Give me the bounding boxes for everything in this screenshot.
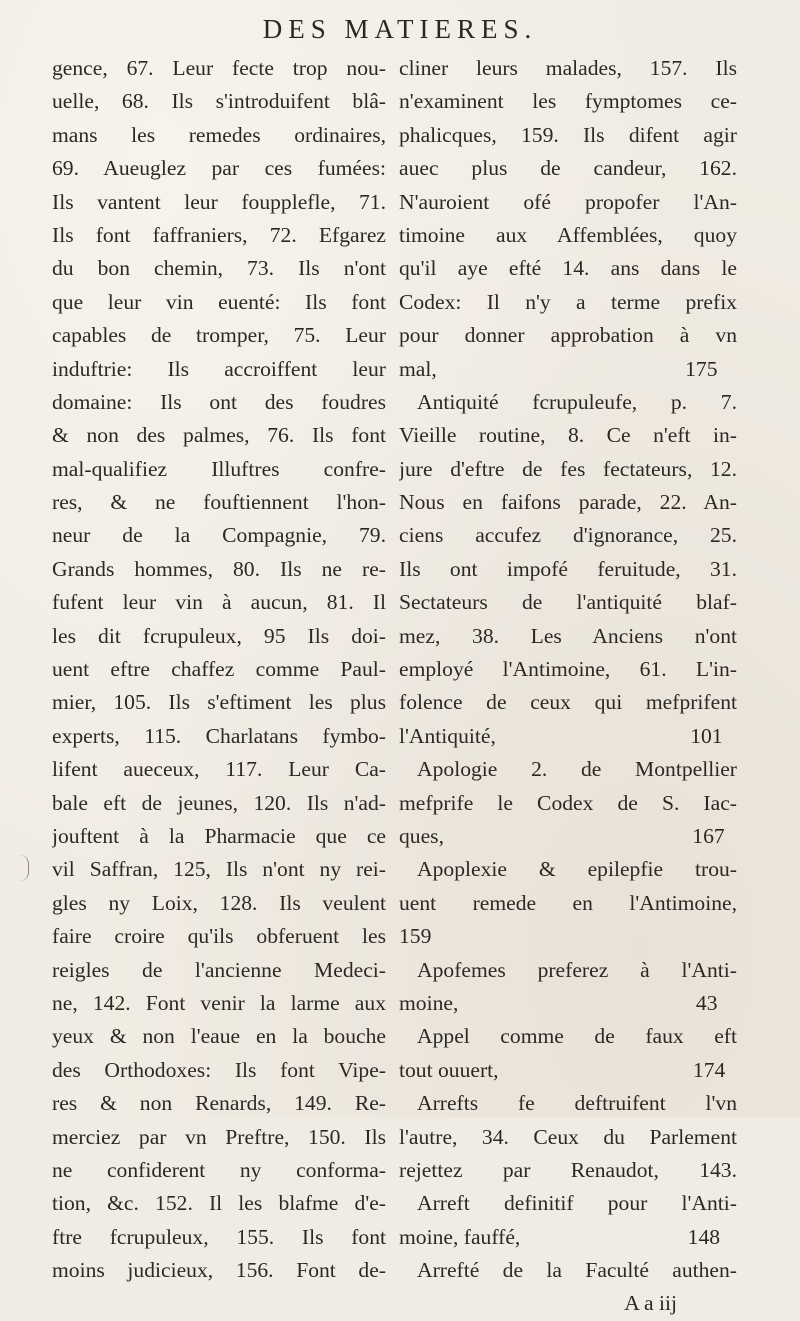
index-line: Arrefts fe deftruifent l'vn [417,1091,737,1116]
index-line: gles ny Loix, 128. Ils veulent [52,890,386,915]
index-line: Ils font faffraniers, 72. Efgarez [52,222,386,247]
index-line: auec plus de candeur, 162. [399,156,737,181]
index-line: Appel comme de faux eft [417,1024,737,1049]
index-line: l'Antiquité, 101 [399,723,723,748]
index-line: Vieille routine, 8. Ce n'eft in- [399,423,737,448]
index-line: timoine aux Affemblées, quoy [399,222,737,247]
index-line: moine, fauffé, 148 [399,1224,721,1249]
index-line: ne, 142. Font venir la larme aux [52,990,386,1015]
index-line: Antiquité fcrupuleufe, p. 7. [417,389,737,414]
index-line: ne confiderent ny conforma- [52,1157,386,1182]
index-line: faire croire qu'ils obferuent les [52,924,386,949]
signature-mark: A a iij [624,1291,677,1316]
index-line: des Orthodoxes: Ils font Vipe- [52,1057,386,1082]
index-line: mal, 175 [399,356,718,381]
index-line: domaine: Ils ont des foudres [52,389,386,414]
index-line: fufent leur vin à aucun, 81. Il [52,590,386,615]
index-line: que leur vin euenté: Ils font [52,289,386,314]
running-title: DES MATIERES. [262,14,538,44]
right-column [399,52,737,1321]
index-line: capables de tromper, 75. Leur [52,323,386,348]
index-line: experts, 115. Charlatans fymbo- [52,723,386,748]
index-line: uelle, 68. Ils s'introduifent blâ- [52,89,386,114]
index-line: l'autre, 34. Ceux du Parlement [399,1124,737,1149]
index-line: yeux & non l'eaue en la bouche [52,1024,386,1049]
index-line: mal-qualifiez Illuftres confre- [52,456,386,481]
index-line: res, & ne fouftiennent l'hon- [52,490,386,515]
index-line: N'auroient ofé propofer l'An- [399,189,737,214]
index-line: Grands hommes, 80. Ils ne re- [52,556,386,581]
index-line: Codex: Il n'y a terme prefix [399,289,737,314]
index-line: rejettez par Renaudot, 143. [399,1157,737,1182]
index-line: moins judicieux, 156. Font de- [52,1258,386,1283]
left-column [52,52,386,1287]
index-line: jure d'eftre de fes fectateurs, 12. [399,456,737,481]
index-line: mefprife le Codex de S. Iac- [399,790,737,815]
index-line: 69. Aueuglez par ces fumées: [52,156,386,181]
index-line: employé l'Antimoine, 61. L'in- [399,657,737,682]
index-line: tout ouuert, 174 [399,1057,726,1082]
index-line: & non des palmes, 76. Ils font [52,423,386,448]
index-line: cliner leurs malades, 157. Ils [399,56,737,80]
index-line: res & non Renards, 149. Re- [52,1091,386,1116]
index-line: ciens accufez d'ignorance, 25. [399,523,737,548]
index-line: uent remede en l'Antimoine, [399,890,737,915]
index-line: gence, 67. Leur fecte trop nou- [52,56,386,80]
margin-mark [20,855,29,881]
index-line: Sectateurs de l'antiquité blaf- [399,590,737,615]
index-line: qu'il aye efté 14. ans dans le [399,256,737,281]
index-line: Arrefté de la Faculté authen- [417,1258,737,1283]
index-line: bale eft de jeunes, 120. Ils n'ad- [52,790,386,815]
index-line: uent eftre chaffez comme Paul- [52,657,386,682]
index-line: moine, 43 [399,990,718,1015]
index-line: Apofemes preferez à l'Anti- [417,957,737,982]
index-line: phalicques, 159. Ils difent agir [399,122,737,147]
index-line: ques, 167 [399,823,725,848]
index-line: vil Saffran, 125, Ils n'ont ny rei- [52,857,386,882]
index-line: jouftent à la Pharmacie que ce [52,823,386,848]
index-line: mans les remedes ordinaires, [52,122,386,147]
index-line: neur de la Compagnie, 79. [52,523,386,548]
index-line: Nous en faifons parade, 22. An- [399,490,737,515]
index-line: reigles de l'ancienne Medeci- [52,957,386,982]
index-line: Ils vantent leur foupplefle, 71. [52,189,386,214]
index-line: n'examinent les fymptomes ce- [399,89,737,114]
index-line: pour donner approbation à vn [399,323,737,348]
index-line: lifent aueceux, 117. Leur Ca- [52,757,386,782]
index-line: induftrie: Ils accroiffent leur [52,356,386,381]
index-line: Apologie 2. de Montpellier [417,757,737,782]
index-line: ftre fcrupuleux, 155. Ils font [52,1224,386,1249]
index-line: folence de ceux qui mefprifent [399,690,737,715]
index-line: 159 [399,924,432,949]
index-line: merciez par vn Preftre, 150. Ils [52,1124,386,1149]
index-line: tion, &c. 152. Il les blafme d'e- [52,1191,386,1216]
index-line: mier, 105. Ils s'eftiment les plus [52,690,386,715]
index-line: les dit fcrupuleux, 95 Ils doi- [52,623,386,648]
index-line: Apoplexie & epilepfie trou- [417,857,737,882]
index-line: Arreft definitif pour l'Anti- [417,1191,737,1216]
index-line: Ils ont impofé feruitude, 31. [399,556,737,581]
index-line: du bon chemin, 73. Ils n'ont [52,256,386,281]
index-line: mez, 38. Les Anciens n'ont [399,623,737,648]
